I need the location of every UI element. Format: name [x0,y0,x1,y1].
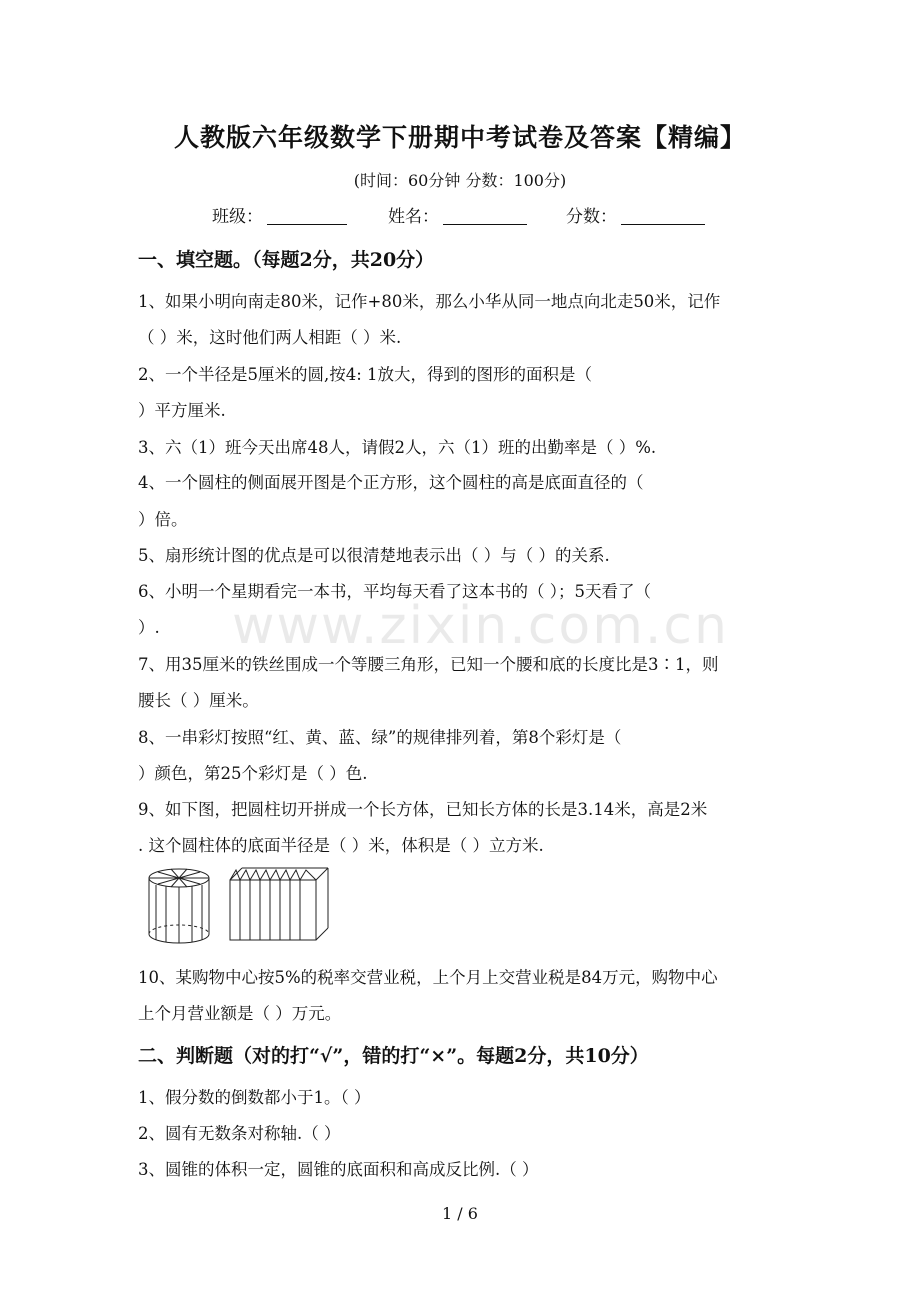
question-line: ）平方厘米. [138,401,226,420]
cuboid-rearranged-figure [228,866,332,944]
question-line: （ ）米，这时他们两人相距（ ）米. [138,328,402,347]
question-line: 8、一串彩灯按照“红、黄、蓝、绿”的规律排列着，第8个彩灯是（ [138,728,622,747]
section-2-heading: 二、判断题（对的打“√”，错的打“×”。每题2分，共10分） [138,1045,649,1067]
question-line: 9、如下图，把圆柱切开拼成一个长方体，已知长方体的长是3.14米，高是2米 [138,800,708,819]
name-field [388,202,527,227]
class-label: 班级： [212,207,263,227]
question-line: 6、小明一个星期看完一本书，平均每天看了这本书的（ ）；5天看了（ [138,582,651,601]
question-line: 7、用35厘米的铁丝围成一个等腰三角形，已知一个腰和底的长度比是3∶1，则 [138,655,719,674]
score-blank [621,206,705,225]
section-1-heading: 一、填空题。（每题2分，共20分） [138,249,435,271]
question-line: 腰长（ ）厘米。 [138,691,259,710]
question-line: 1、假分数的倒数都小于1。（ ） [138,1088,371,1107]
class-blank [267,206,347,225]
question-line: ）颜色，第25个彩灯是（ ）色. [138,764,368,783]
question-line: ）倍。 [138,510,188,529]
question-line: 4、一个圆柱的侧面展开图是个正方形，这个圆柱的高是底面直径的（ [138,473,644,492]
name-label: 姓名： [388,207,439,227]
class-field [212,202,347,227]
question-line: 3、六（1）班今天出席48人，请假2人，六（1）班的出勤率是（ ）%. [138,438,657,457]
question-line: 10、某购物中心按5%的税率交营业税，上个月上交营业税是84万元，购物中心 [138,968,718,987]
score-label: 分数： [566,207,617,227]
question-line: . 这个圆柱体的底面半径是（ ）米，体积是（ ）立方米. [138,836,544,855]
page-number: 1 / 6 [442,1204,478,1223]
name-blank [443,206,527,225]
question-line: 5、扇形统计图的优点是可以很清楚地表示出（ ）与（ ）的关系. [138,546,610,565]
question-line: 上个月营业额是（ ）万元。 [138,1004,342,1023]
score-field [566,202,705,227]
question-line: 2、圆有无数条对称轴.（ ） [138,1124,341,1143]
watermark: www.zixin.com.cn [232,596,729,656]
cylinder-sliced-figure [146,866,212,948]
page-title: 人教版六年级数学下册期中考试卷及答案【精编】 [173,123,746,152]
question-line: ）. [138,618,160,637]
question-line: 2、一个半径是5厘米的圆,按4: 1放大，得到的图形的面积是（ [138,365,593,384]
exam-time-score: (时间：60分钟 分数：100分) [353,171,567,190]
question-line: 1、如果小明向南走80米，记作+80米，那么小华从同一地点向北走50米，记作 [138,292,721,311]
question-line: 3、圆锥的体积一定，圆锥的底面积和高成反比例.（ ） [138,1160,539,1179]
